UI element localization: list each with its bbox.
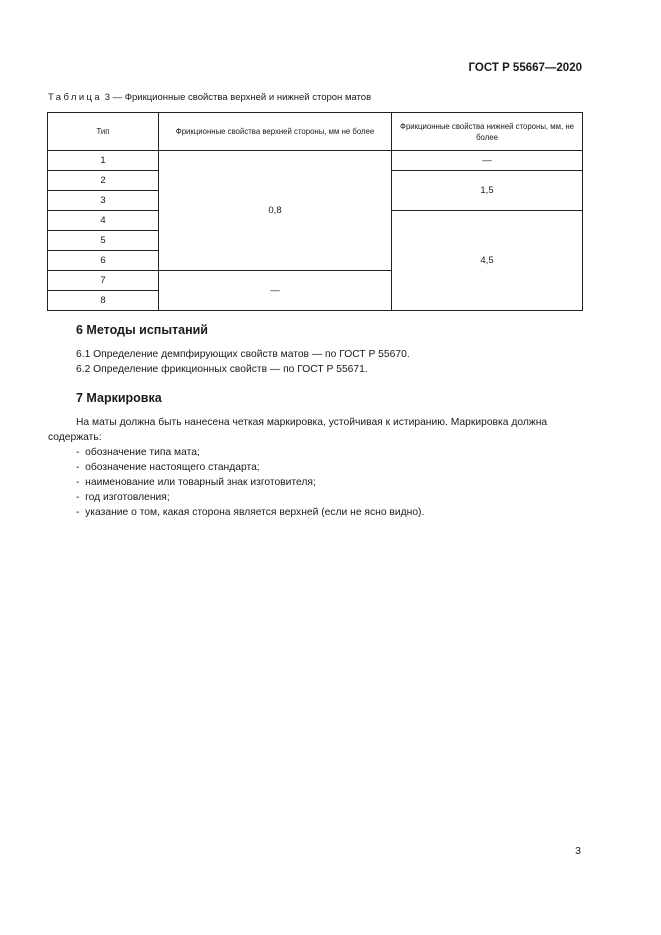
- section-6-title: 6 Методы испытаний: [76, 323, 208, 337]
- section-7-title: 7 Маркировка: [76, 391, 162, 405]
- table-caption: [48, 92, 371, 103]
- type-cell: 4: [48, 211, 159, 231]
- type-cell: 1: [48, 151, 159, 171]
- table-caption-text: 3 — Фрикционные свойства верхней и нижней сторон матов: [102, 92, 372, 103]
- bottom-value-cell: 4,5: [392, 211, 583, 311]
- top-value-cell: —: [159, 271, 392, 311]
- table-header-row: [48, 113, 583, 151]
- list-item: - наименование или товарный знак изготовителя;: [76, 475, 424, 490]
- list-item: - обозначение настоящего стандарта;: [76, 460, 424, 475]
- section-7-intro-line2: содержать:: [48, 432, 102, 443]
- header-top-side: Фрикционные свойства верхней стороны, мм не более: [159, 113, 392, 151]
- document-code: ГОСТ Р 55667—2020: [468, 62, 582, 74]
- type-cell: 5: [48, 231, 159, 251]
- page-number: 3: [575, 845, 581, 857]
- header-bottom-side: Фрикционные свойства нижней стороны, мм, не более: [392, 113, 583, 151]
- type-cell: 7: [48, 271, 159, 291]
- type-cell: 8: [48, 291, 159, 311]
- table-row: [48, 151, 583, 171]
- top-value-cell: 0,8: [159, 151, 392, 271]
- friction-properties-table: [47, 112, 583, 311]
- bottom-value-cell: —: [392, 151, 583, 171]
- section-7-intro-line1: На маты должна быть нанесена четкая маркировка, устойчивая к истиранию. Маркировка должна: [76, 417, 548, 428]
- list-item: - указание о том, какая сторона является верхней (если не ясно видно).: [76, 505, 424, 520]
- section-6-item: 6.2 Определение фрикционных свойств — по ГОСТ Р 55671.: [76, 364, 368, 375]
- table-caption-prefix: Таблица: [48, 92, 103, 103]
- list-item: - обозначение типа мата;: [76, 445, 424, 460]
- type-cell: 2: [48, 171, 159, 191]
- type-cell: 3: [48, 191, 159, 211]
- section-6-item: 6.1 Определение демпфирующих свойств матов — по ГОСТ Р 55670.: [76, 349, 410, 360]
- marking-list: [76, 445, 424, 520]
- header-type: Тип: [48, 113, 159, 151]
- bottom-value-cell: 1,5: [392, 171, 583, 211]
- list-item: - год изготовления;: [76, 490, 424, 505]
- type-cell: 6: [48, 251, 159, 271]
